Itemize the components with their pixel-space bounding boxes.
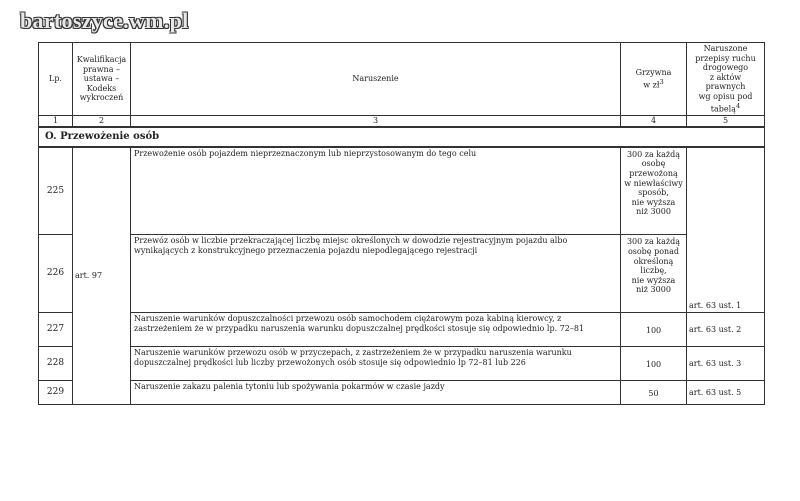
row-przepisy: art. 63 ust. 2 bbox=[687, 313, 765, 347]
header-przepisy-label: Naruszone przepisy ruchu drogowego z aktów prawnych wg opisu pod tabelą bbox=[695, 44, 756, 114]
row-kwalifikacja: art. 97 bbox=[73, 147, 131, 405]
header-grzywna bbox=[621, 43, 687, 116]
table-header-row bbox=[39, 43, 765, 116]
row-naruszenie: Naruszenie zakazu palenia tytoniu lub spożywania pokarmów w czasie jazdy bbox=[131, 381, 621, 405]
header-przepisy bbox=[687, 43, 765, 116]
table-row bbox=[39, 381, 765, 405]
section-title: O. Przewożenie osób bbox=[39, 127, 765, 147]
row-naruszenie: Przewóz osób w liczbie przekraczającej liczbę miejsc określonych w dowodzie rejestracyjnym pojazdu albo wynikających z konstrukcyjnego przeznaczenia pojazdu niepodlegającego rejestracji bbox=[131, 235, 621, 313]
column-number: 5 bbox=[687, 115, 765, 127]
header-naruszenie: Naruszenie bbox=[131, 43, 621, 116]
column-number: 4 bbox=[621, 115, 687, 127]
header-lp: Lp. bbox=[39, 43, 73, 116]
header-grzywna-label: Grzywna w zł bbox=[635, 67, 672, 90]
row-lp: 225 bbox=[39, 147, 73, 235]
row-przepisy: art. 63 ust. 5 bbox=[687, 381, 765, 405]
row-przepisy: art. 63 ust. 1 bbox=[687, 147, 765, 313]
table-row bbox=[39, 313, 765, 347]
row-grzywna: 100 bbox=[621, 313, 687, 347]
row-grzywna: 50 bbox=[621, 381, 687, 405]
column-number-row bbox=[39, 115, 765, 127]
row-grzywna: 300 za każdą osobę ponad określoną liczbę, nie wyższa niż 3000 bbox=[621, 235, 687, 313]
column-number: 1 bbox=[39, 115, 73, 127]
table-row bbox=[39, 347, 765, 381]
row-grzywna: 100 bbox=[621, 347, 687, 381]
row-naruszenie: Naruszenie warunków przewozu osób w przyczepach, z zastrzeżeniem że w przypadku naruszenia warunku dopuszczalnej prędkości lub liczby przewożonych osób stosuje się odpowiednio lp 72–81 lub 226 bbox=[131, 347, 621, 381]
header-przepisy-footnote: 4 bbox=[735, 101, 741, 110]
column-number: 3 bbox=[131, 115, 621, 127]
row-lp: 229 bbox=[39, 381, 73, 405]
site-watermark: bartoszyce.wm.pl bbox=[20, 8, 189, 33]
column-number: 2 bbox=[73, 115, 131, 127]
row-naruszenie: Przewożenie osób pojazdem nieprzeznaczonym lub nieprzystosowanym do tego celu bbox=[131, 147, 621, 235]
header-grzywna-footnote: 3 bbox=[659, 77, 664, 86]
header-kwalifikacja: Kwalifikacja prawna – ustawa – Kodeks wykroczeń bbox=[73, 43, 131, 116]
row-przepisy: art. 63 ust. 3 bbox=[687, 347, 765, 381]
row-lp: 227 bbox=[39, 313, 73, 347]
row-lp: 228 bbox=[39, 347, 73, 381]
row-grzywna: 300 za każdą osobę przewożoną w niewłaściwy sposób, nie wyższa niż 3000 bbox=[621, 147, 687, 235]
row-naruszenie: Naruszenie warunków dopuszczalności przewozu osób samochodem ciężarowym poza kabiną kierowcy, z zastrzeżeniem że w przypadku naruszenia warunku dopuszczalnej prędkości stosuje się odpowiednio lp. 72–81 bbox=[131, 313, 621, 347]
row-lp: 226 bbox=[39, 235, 73, 313]
section-row bbox=[39, 127, 765, 147]
table-row bbox=[39, 147, 765, 235]
table-row bbox=[39, 235, 765, 313]
fines-table bbox=[38, 42, 765, 405]
